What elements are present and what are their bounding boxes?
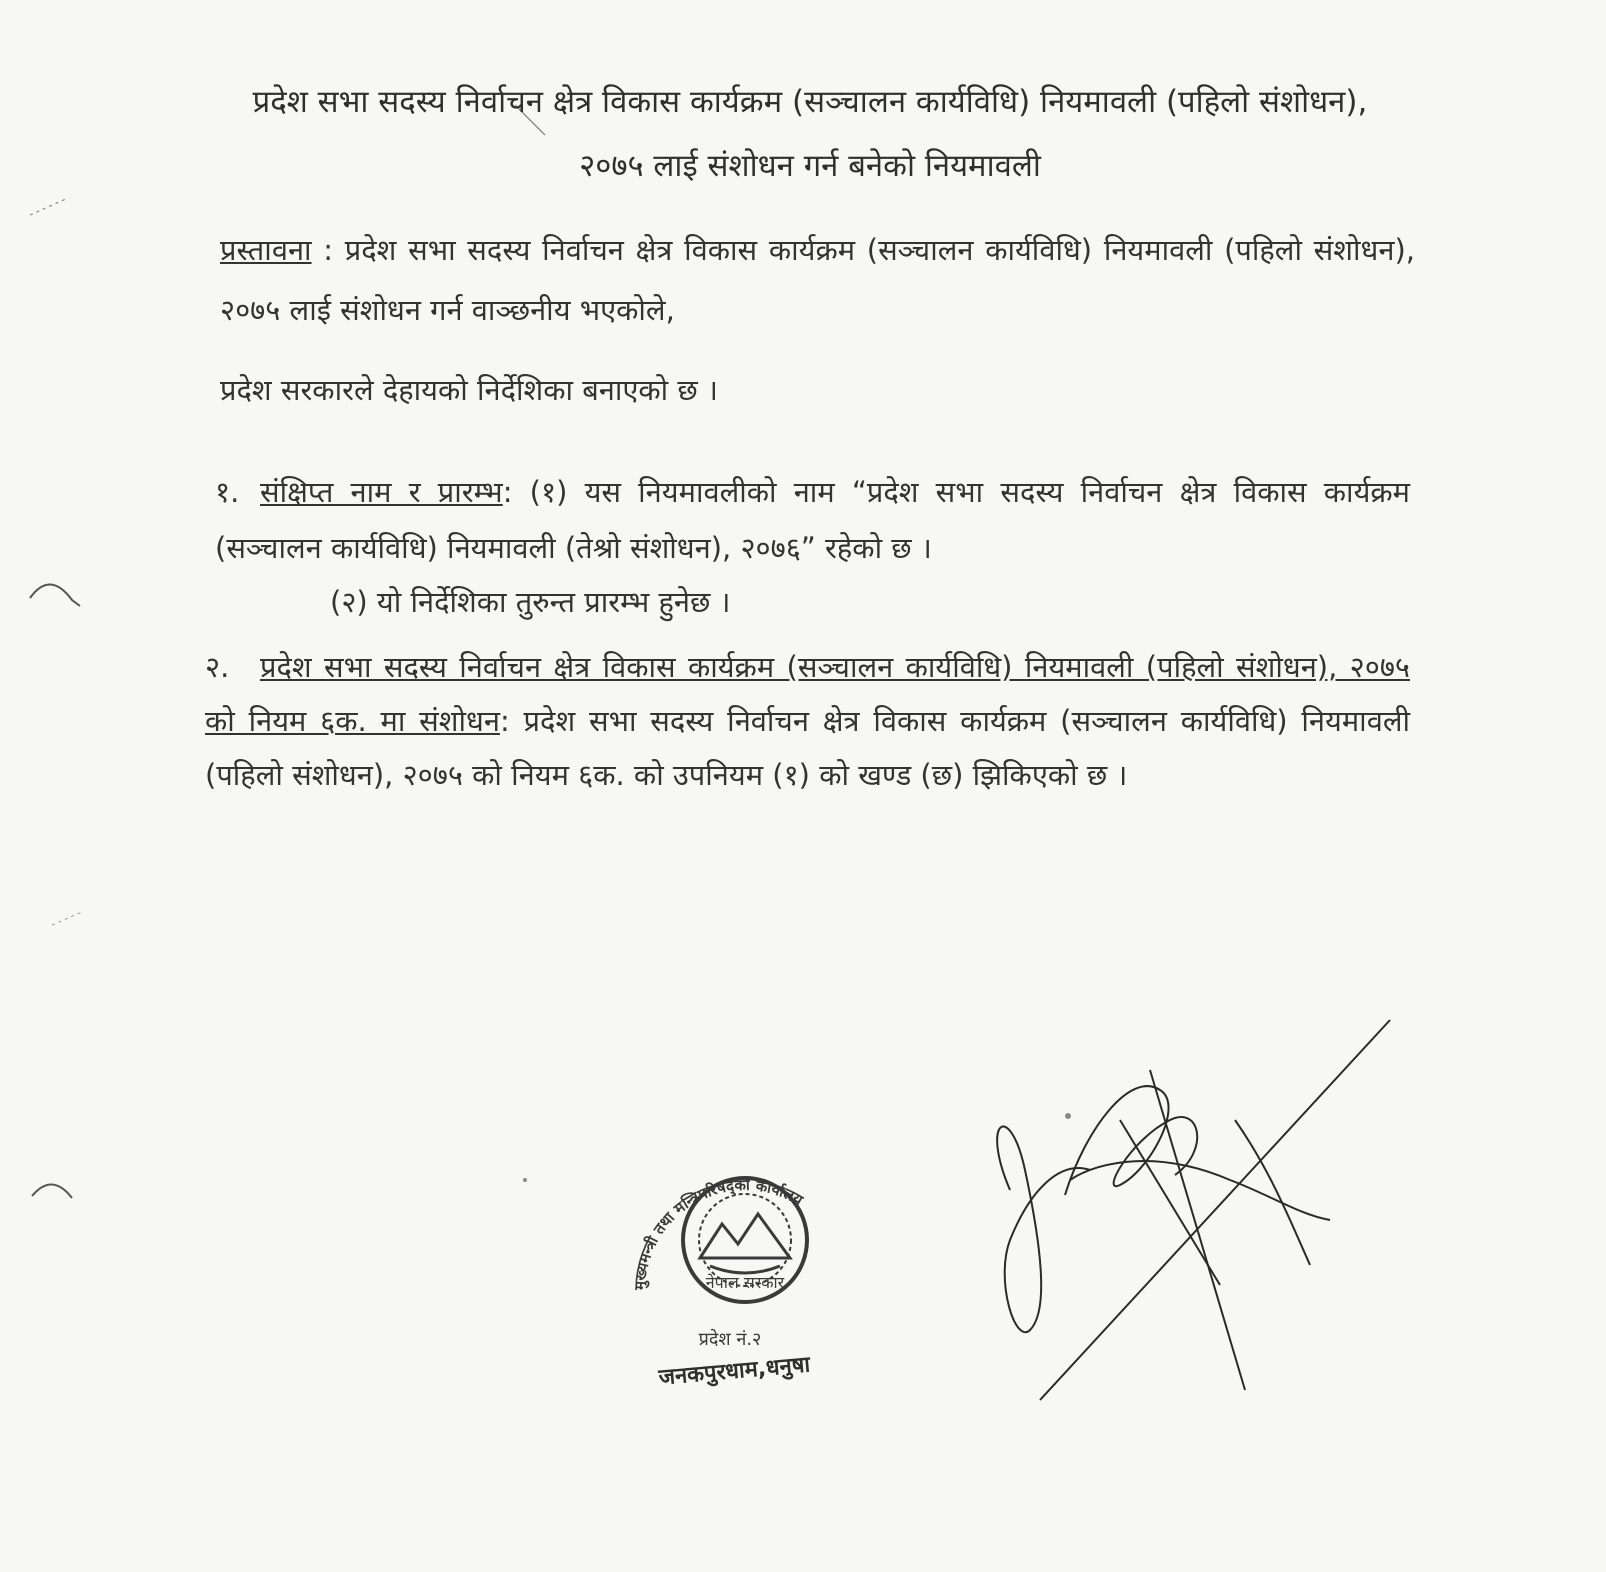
section-1-colon: : (502, 475, 513, 509)
section-2-text: प्रदेश सभा सदस्य निर्वाचन क्षेत्र विकास कार्यक्रम (सञ्चालन कार्यविधि) नियमावली (पहिलो संशोधन), २०७५ को नियम ६क. को उपनियम (१) को खण्ड (छ) झिकिएको छ । (205, 704, 1410, 792)
section-2 (205, 640, 1410, 802)
section-2-number: २. (205, 650, 230, 684)
stamp-province: प्रदेश नं.२ (698, 1329, 762, 1350)
section-1 (215, 464, 1410, 576)
section-2-colon: : (499, 704, 510, 738)
scan-streak (30, 198, 68, 215)
document-title (190, 70, 1430, 198)
section-1-heading: संक्षिप्त नाम र प्रारम्भ (260, 475, 503, 509)
title-line-1: प्रदेश सभा सदस्य निर्वाचन क्षेत्र विकास कार्यक्रम (सञ्चालन कार्यविधि) नियमावली (पहिलो संशोधन), (252, 84, 1368, 120)
title-line-2: २०७५ लाई संशोधन गर्न बनेको नियमावली (579, 148, 1041, 184)
handwritten-signature (970, 1010, 1410, 1410)
preamble-text: प्रदेश सभा सदस्य निर्वाचन क्षेत्र विकास कार्यक्रम (सञ्चालन कार्यविधि) नियमावली (पहिलो संशोधन), २०७५ लाई संशोधन गर्न वाञ्छनीय भएकोले, (220, 233, 1415, 327)
stamp-ring-text: मुख्यमन्त्री तथा मन्त्रिपरिषद्‌को कार्यालय (630, 1175, 807, 1291)
preamble-separator: : (311, 233, 345, 267)
scan-speck (523, 1178, 527, 1182)
scan-streak (52, 912, 82, 925)
preamble-label: प्रस्तावना (220, 233, 312, 267)
section-1-number: १. (215, 475, 240, 509)
preamble-paragraph (220, 220, 1415, 340)
binding-hole-mark-bottom (32, 1184, 72, 1198)
stamp-emblem-mountains (700, 1214, 790, 1258)
stamp-center-text: नेपाल सरकार (705, 1273, 785, 1292)
binding-hole-mark-top (30, 584, 80, 606)
official-stamp (600, 1140, 890, 1420)
decree-line: प्रदेश सरकारले देहायको निर्देशिका बनाएको छ । (220, 373, 718, 407)
section-2-heading: प्रदेश सभा सदस्य निर्वाचन क्षेत्र विकास कार्यक्रम (सञ्चालन कार्यविधि) नियमावली (पहिलो संशोधन), २०७५ को नियम ६क. मा संशोधन (205, 650, 1410, 738)
stamp-location: जनकपुरधाम,धनुषा (657, 1352, 812, 1391)
section-1-clause-2: (२) यो निर्देशिका तुरुन्त प्रारम्भ हुनेछ । (330, 585, 731, 619)
section-1-clause-1: (१) यस नियमावलीको नाम “प्रदेश सभा सदस्य निर्वाचन क्षेत्र विकास कार्यक्रम (सञ्चालन कार्यविधि) नियमावली (तेश्रो संशोधन), २०७६” रहेको छ । (215, 475, 1411, 565)
